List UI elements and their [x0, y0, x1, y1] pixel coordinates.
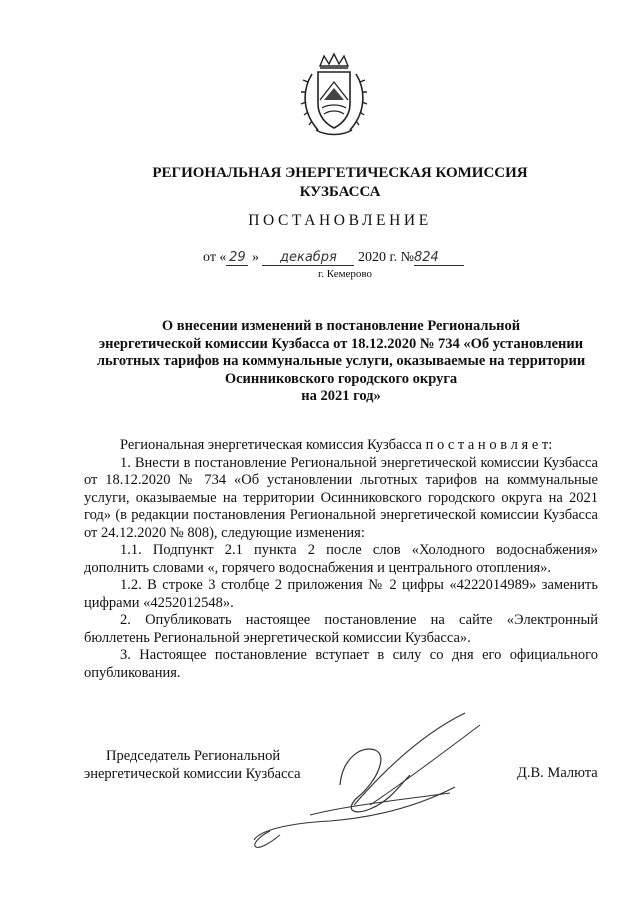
issuer-line-2: КУЗБАССА: [299, 184, 381, 200]
document-body: [84, 437, 598, 682]
document-type: ПОСТАНОВЛЕНИЕ: [248, 212, 432, 229]
paragraph-1: 1. Внести в постановление Региональной энергетической комиссии Кузбасса от 18.12.2020 № 734 «Об установлении льготных тарифов на коммунальные услуги, оказываемые на территории Осинниковского городского округа на 2021 год» (в редакции постановления Региональной энергетической комиссии Кузбасса от 24.12.2020 № 808), следующие изменения:: [84, 454, 598, 541]
paragraph-1-1: 1.1. Подпункт 2.1 пункта 2 после слов «Холодного водоснабжения» дополнить словами «, горячего водоснабжения и центрального отопления».: [84, 542, 598, 576]
position-line-1: Председатель Региональной: [106, 748, 281, 764]
date-quote-close: »: [251, 250, 259, 265]
issuer-line-1: РЕГИОНАЛЬНАЯ ЭНЕРГЕТИЧЕСКАЯ КОМИССИЯ: [152, 165, 528, 181]
signatory-name: Д.В. Малюта: [517, 765, 598, 781]
issuer-name: [120, 164, 560, 202]
handwritten-signature-icon: [250, 705, 500, 855]
kuzbass-coat-of-arms-icon: [298, 52, 370, 138]
handwritten-number: 824: [414, 250, 464, 266]
title-line-3: льготных тарифов на коммунальные услуги, оказываемые на территории: [96, 353, 586, 369]
position-line-2: энергетической комиссии Кузбасса: [84, 765, 301, 782]
date-prefix: от «: [203, 250, 227, 265]
intro-resolves: п о с т а н о в л я е т:: [425, 437, 553, 453]
intro-paragraph: [84, 437, 598, 455]
date-year-label: 2020 г. №: [357, 250, 414, 265]
title-line-4: Осинниковского городского округа: [224, 370, 458, 387]
title-line-1: О внесении изменений в постановление Региональной: [161, 318, 521, 334]
handwritten-month: декабря: [262, 250, 354, 266]
city-label: г. Кемерово: [318, 268, 373, 280]
document-title: [82, 318, 600, 406]
paragraph-3: 3. Настоящее постановление вступает в силу со дня его официального опубликования.: [84, 647, 598, 681]
paragraph-1-2: 1.2. В строке 3 столбце 2 приложения № 2 цифры «4222014989» заменить цифрами «4252012548».: [84, 577, 598, 611]
paragraph-2: 2. Опубликовать настоящее постановление на сайте «Электронный бюллетень Региональной энергетической комиссии Кузбасса».: [84, 612, 598, 646]
title-line-5: на 2021 год»: [301, 388, 381, 404]
title-line-2: энергетической комиссии Кузбасса от 18.12.2020 № 734 «Об установлении: [98, 335, 584, 352]
intro-text: Региональная энергетическая комиссия Кузбасса: [120, 437, 422, 453]
handwritten-day: 29: [226, 250, 248, 266]
date-number-line: [203, 250, 464, 266]
